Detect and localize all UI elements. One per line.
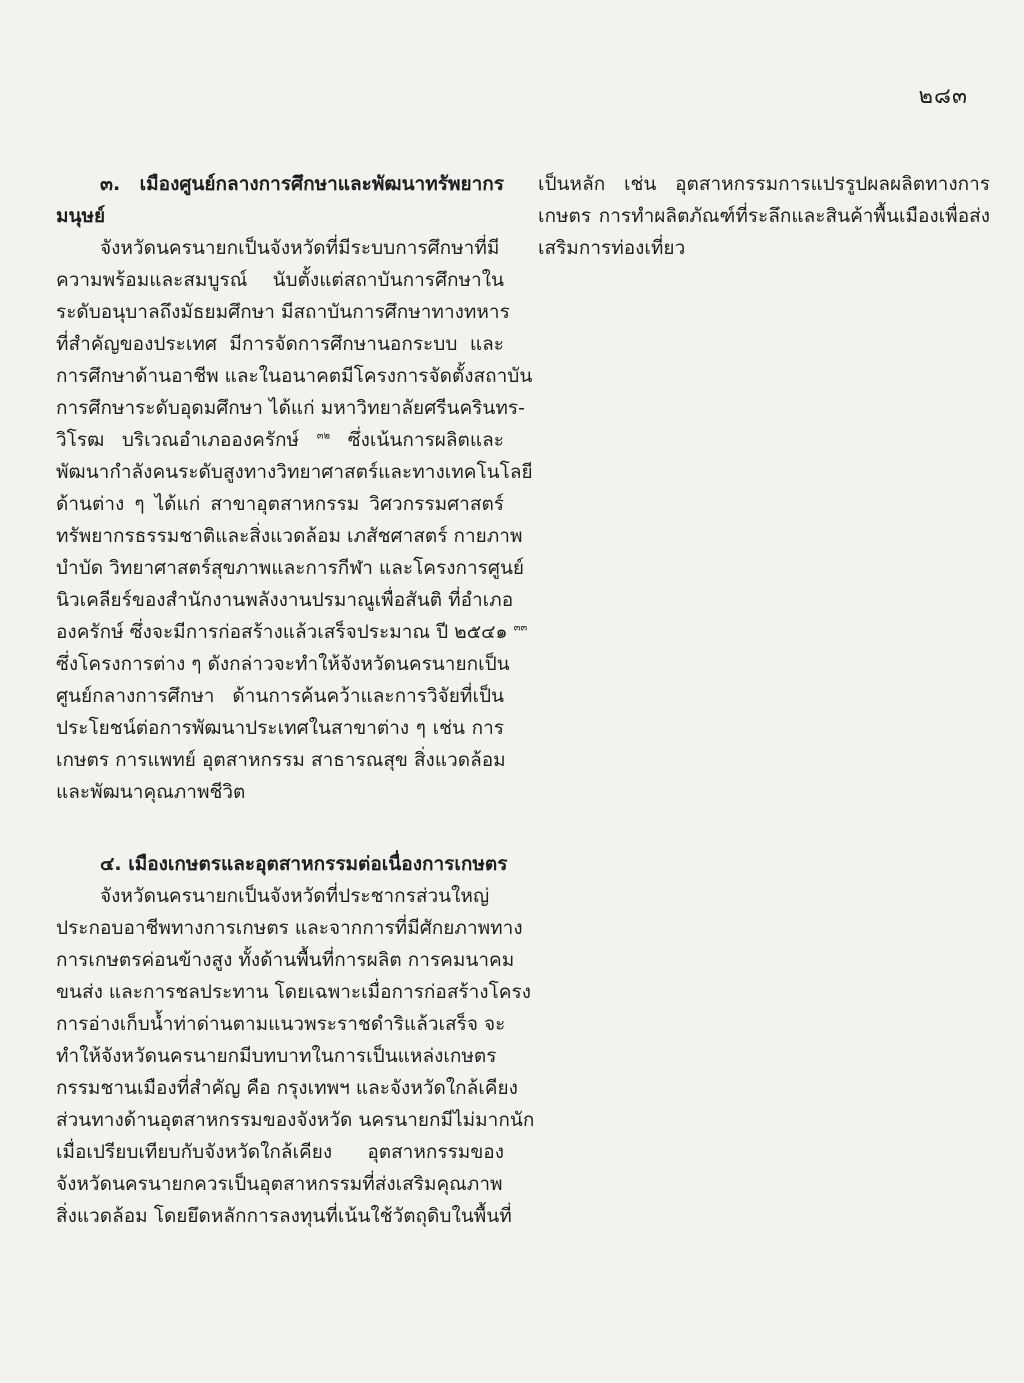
body-line: สิ่งแวดล้อม โดยยึดหลักการลงทุนที่เน้นใช้วัตถุดิบในพื้นที่ [56, 1205, 512, 1227]
body-line: จังหวัดนครนายกเป็นจังหวัดที่มีระบบการศึกษาที่มี [100, 237, 500, 259]
footnote-ref: ๓๓ [513, 622, 528, 634]
section-3-heading: ๓. เมืองศูนย์กลางการศึกษาและพัฒนาทรัพยากร [100, 173, 504, 195]
body-line: ประโยชน์ต่อการพัฒนาประเทศในสาขาต่าง ๆ เช่น การ [56, 717, 504, 739]
body-line: ระดับอนุบาลถึงมัธยมศึกษา มีสถาบันการศึกษาทางทหาร [56, 301, 510, 323]
body-line: การศึกษาด้านอาชีพ และในอนาคตมีโครงการจัดตั้งสถาบัน [56, 365, 533, 387]
body-line: ทำให้จังหวัดนครนายกมีบทบาทในการเป็นแหล่งเกษตร [56, 1045, 497, 1067]
body-line: ส่วนทางด้านอุตสาหกรรมของจังหวัด นครนายกมีไม่มากนัก [56, 1109, 535, 1131]
section-3-heading-cont: มนุษย์ [56, 205, 106, 227]
body-line: ประกอบอาชีพทางการเกษตร และจากการที่มีศักยภาพทาง [56, 917, 523, 939]
left-column [56, 168, 535, 1232]
body-line: เกษตร การทำผลิตภัณฑ์ที่ระลึกและสินค้าพื้นเมืองเพื่อส่ง [538, 205, 990, 227]
body-line: การเกษตรค่อนข้างสูง ทั้งด้านพื้นที่การผลิต การคมนาคม [56, 949, 515, 971]
body-line-with-footnote [56, 616, 528, 648]
body-text: ซึ่งเน้นการผลิตและ [347, 429, 504, 451]
body-line: กรรมชานเมืองที่สำคัญ คือ กรุงเทพฯ และจังหวัดใกล้เคียง [56, 1077, 518, 1099]
body-line: นิวเคลียร์ของสำนักงานพลังงานปรมาณูเพื่อสันติ ที่อำเภอ [56, 589, 514, 611]
section-4-heading: ๔. เมืองเกษตรและอุตสาหกรรมต่อเนื่องการเกษตร [100, 853, 508, 875]
body-line: พัฒนากำลังคนระดับสูงทางวิทยาศาสตร์และทางเทคโนโลยี [56, 461, 533, 483]
footnote-ref: ๓๒ [316, 430, 331, 442]
body-line: และพัฒนาคุณภาพชีวิต [56, 781, 246, 803]
body-line: ทรัพยากรธรรมชาติและสิ่งแวดล้อม เภสัชศาสตร์ กายภาพ [56, 525, 523, 547]
body-text: วิโรฒ บริเวณอำเภอองครักษ์ [56, 429, 300, 451]
body-line: จังหวัดนครนายกเป็นจังหวัดที่ประชากรส่วนใหญ่ [100, 885, 490, 907]
body-line: ศูนย์กลางการศึกษา ด้านการค้นคว้าและการวิจัยที่เป็น [56, 685, 504, 707]
body-line: เกษตร การแพทย์ อุตสาหกรรม สาธารณสุข สิ่งแวดล้อม [56, 749, 506, 771]
body-line: การศึกษาระดับอุดมศึกษา ได้แก่ มหาวิทยาลัยศรีนครินทร- [56, 397, 525, 419]
page-number: ๒๘๓ [918, 84, 968, 109]
body-line: การอ่างเก็บน้ำท่าด่านตามแนวพระราชดำริแล้วเสร็จ จะ [56, 1013, 506, 1035]
body-line: เสริมการท่องเที่ยว [538, 237, 686, 259]
body-line: ด้านต่าง ๆ ได้แก่ สาขาอุตสาหกรรม วิศวกรรมศาสตร์ [56, 493, 504, 515]
body-line: ที่สำคัญของประเทศ มีการจัดการศึกษานอกระบบ และ [56, 333, 504, 355]
body-line: เป็นหลัก เช่น อุตสาหกรรมการแปรรูปผลผลิตทางการ [538, 173, 990, 195]
body-line: เมื่อเปรียบเทียบกับจังหวัดใกล้เคียง อุตสาหกรรมของ [56, 1141, 504, 1163]
body-line: จังหวัดนครนายกควรเป็นอุตสาหกรรมที่ส่งเสริมคุณภาพ [56, 1173, 503, 1195]
body-line-with-footnote [56, 424, 504, 456]
body-line: ซึ่งโครงการต่าง ๆ ดังกล่าวจะทำให้จังหวัดนครนายกเป็น [56, 653, 510, 675]
body-line: ขนส่ง และการชลประทาน โดยเฉพาะเมื่อการก่อสร้างโครง [56, 981, 531, 1003]
body-line: ความพร้อมและสมบูรณ์ นับตั้งแต่สถาบันการศึกษาใน [56, 269, 504, 291]
right-column [538, 168, 990, 264]
body-text: องครักษ์ ซึ่งจะมีการก่อสร้างแล้วเสร็จประมาณ ปี ๒๕๔๑ [56, 621, 508, 643]
body-line: บำบัด วิทยาศาสตร์สุขภาพและการกีฬา และโครงการศูนย์ [56, 557, 525, 579]
